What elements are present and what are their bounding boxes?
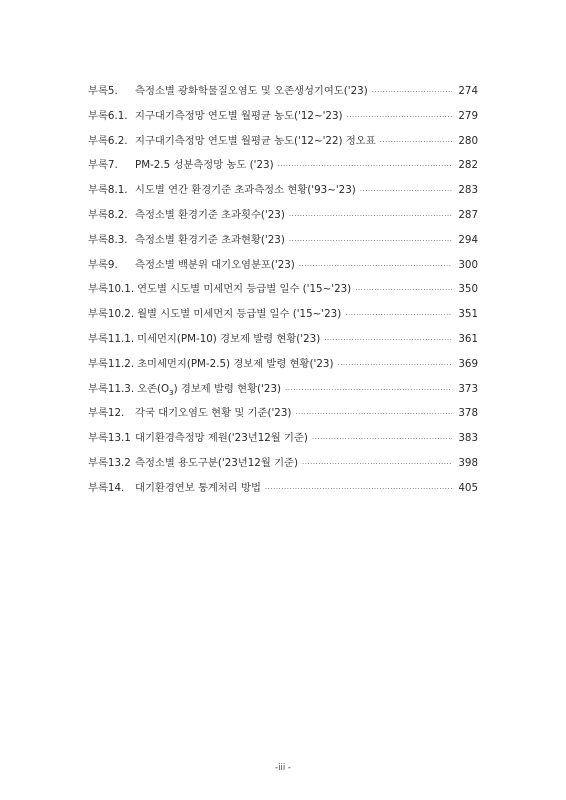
toc-entry[interactable] [88, 380, 478, 405]
dot-leader [289, 237, 452, 245]
toc-entry-number: 부록7. [88, 159, 118, 172]
toc-entry-page: 405 [458, 481, 478, 494]
toc-entry[interactable] [88, 404, 478, 429]
toc-entry-title: 시도별 연간 환경기준 초과측정소 현황('93~'23) [135, 184, 356, 197]
toc-entry-title: 미세먼지(PM-10) 경보제 발령 현황('23) [137, 332, 321, 345]
toc-entry[interactable] [88, 454, 478, 479]
toc-entry-page: 351 [458, 308, 478, 321]
dot-leader [360, 187, 452, 195]
table-of-contents [88, 82, 478, 504]
toc-entry-page: 287 [458, 208, 478, 221]
dot-leader [278, 162, 452, 170]
toc-entry-number: 부록8.3. [88, 233, 128, 246]
toc-entry[interactable] [88, 429, 478, 454]
toc-entry-title: PM-2.5 성분측정망 농도 ('23) [135, 159, 274, 172]
toc-entry-title: 측정소별 환경기준 초과횟수('23) [135, 208, 285, 221]
toc-entry-page: 350 [458, 283, 478, 296]
dot-leader [302, 460, 452, 468]
toc-entry-number: 부록10.2. [88, 308, 135, 321]
dot-leader [347, 113, 452, 121]
dot-leader [265, 485, 452, 493]
toc-entry-number: 부록9. [88, 258, 118, 271]
page-number-footer: -iii - [275, 763, 291, 773]
toc-entry-number: 부록5. [88, 85, 118, 97]
toc-entry[interactable] [88, 181, 478, 206]
toc-entry-page: 283 [458, 184, 478, 197]
toc-entry[interactable] [88, 479, 478, 504]
dot-leader [324, 336, 452, 344]
toc-entry[interactable] [88, 231, 478, 256]
toc-entry-number: 부록11.3. [88, 382, 135, 395]
toc-entry-number: 부록14. [88, 481, 125, 494]
dot-leader [355, 286, 452, 294]
toc-entry[interactable] [88, 355, 478, 380]
title-part: ) 경보제 발령 현황('23) [173, 382, 282, 395]
dot-leader [299, 262, 452, 270]
toc-entry-number: 부록10.1. [88, 283, 135, 296]
toc-entry-page: 294 [458, 233, 478, 246]
toc-entry[interactable] [88, 107, 478, 132]
toc-entry-page: 383 [458, 432, 478, 445]
toc-entry-title: 측정소별 광화학물질오염도 및 오존생성기여도('23) [135, 85, 368, 97]
toc-entry-title: 대기환경연보 통계처리 방법 [135, 481, 261, 494]
toc-entry-number: 부록13.1 [88, 432, 131, 445]
toc-entry-title: 지구대기측정망 연도별 월평균 농도('12~'22) 정오표 [135, 134, 376, 147]
toc-entry-page: 369 [458, 357, 478, 370]
toc-entry-number: 부록8.1. [88, 184, 128, 197]
toc-entry-page: 274 [458, 85, 478, 97]
toc-entry-title [137, 380, 281, 397]
toc-entry[interactable] [88, 156, 478, 181]
toc-entry-page: 378 [458, 407, 478, 420]
toc-entry-number: 부록8.2. [88, 208, 128, 221]
toc-entry-number: 부록6.2. [88, 134, 128, 147]
toc-entry-number: 부록11.2. [88, 357, 135, 370]
toc-entry-title: 측정소별 용도구분('23년12월 기준) [135, 456, 298, 469]
dot-leader [285, 386, 452, 394]
dot-leader [372, 88, 452, 96]
toc-entry-title: 월별 시도별 미세먼지 등급별 일수 ('15~'23) [137, 308, 342, 321]
toc-entry-page: 373 [458, 382, 478, 395]
toc-entry-title: 대기환경측정망 제원('23년12월 기준) [135, 432, 308, 445]
dot-leader [380, 138, 452, 146]
toc-entry-title: 연도별 시도별 미세먼지 등급별 일수 ('15~'23) [137, 283, 352, 296]
dot-leader [289, 212, 452, 220]
dot-leader [337, 361, 452, 369]
toc-entry-title: 초미세먼지(PM-2.5) 경보제 발령 현황('23) [137, 357, 334, 370]
dot-leader [345, 311, 452, 319]
toc-entry-title: 지구대기측정망 연도별 월평균 농도('12~'23) [135, 109, 343, 122]
toc-entry[interactable] [88, 132, 478, 157]
toc-entry-page: 279 [458, 109, 478, 122]
toc-entry-number: 부록6.1. [88, 109, 128, 122]
toc-entry-page: 280 [458, 134, 478, 147]
toc-entry-number: 부록12. [88, 407, 125, 420]
toc-entry[interactable] [88, 330, 478, 355]
toc-entry-page: 282 [458, 159, 478, 172]
toc-entry-number: 부록13.2 [88, 456, 131, 469]
dot-leader [295, 410, 452, 418]
toc-entry-title: 각국 대기오염도 현황 및 기준('23) [135, 407, 292, 420]
toc-entry[interactable] [88, 280, 478, 305]
toc-entry-number: 부록11.1. [88, 332, 135, 345]
toc-entry-title: 측정소별 백분위 대기오염분포('23) [135, 258, 295, 271]
toc-entry-title: 측정소별 환경기준 초과현황('23) [135, 233, 285, 246]
toc-entry[interactable] [88, 82, 478, 107]
subscript-3: 3 [169, 388, 174, 397]
toc-entry-page: 300 [458, 258, 478, 271]
dot-leader [312, 435, 452, 443]
toc-entry[interactable] [88, 256, 478, 281]
toc-entry[interactable] [88, 206, 478, 231]
title-part: 오존(O [137, 382, 170, 395]
toc-entry-page: 361 [458, 332, 478, 345]
toc-entry-page: 398 [458, 456, 478, 469]
toc-entry[interactable] [88, 305, 478, 330]
